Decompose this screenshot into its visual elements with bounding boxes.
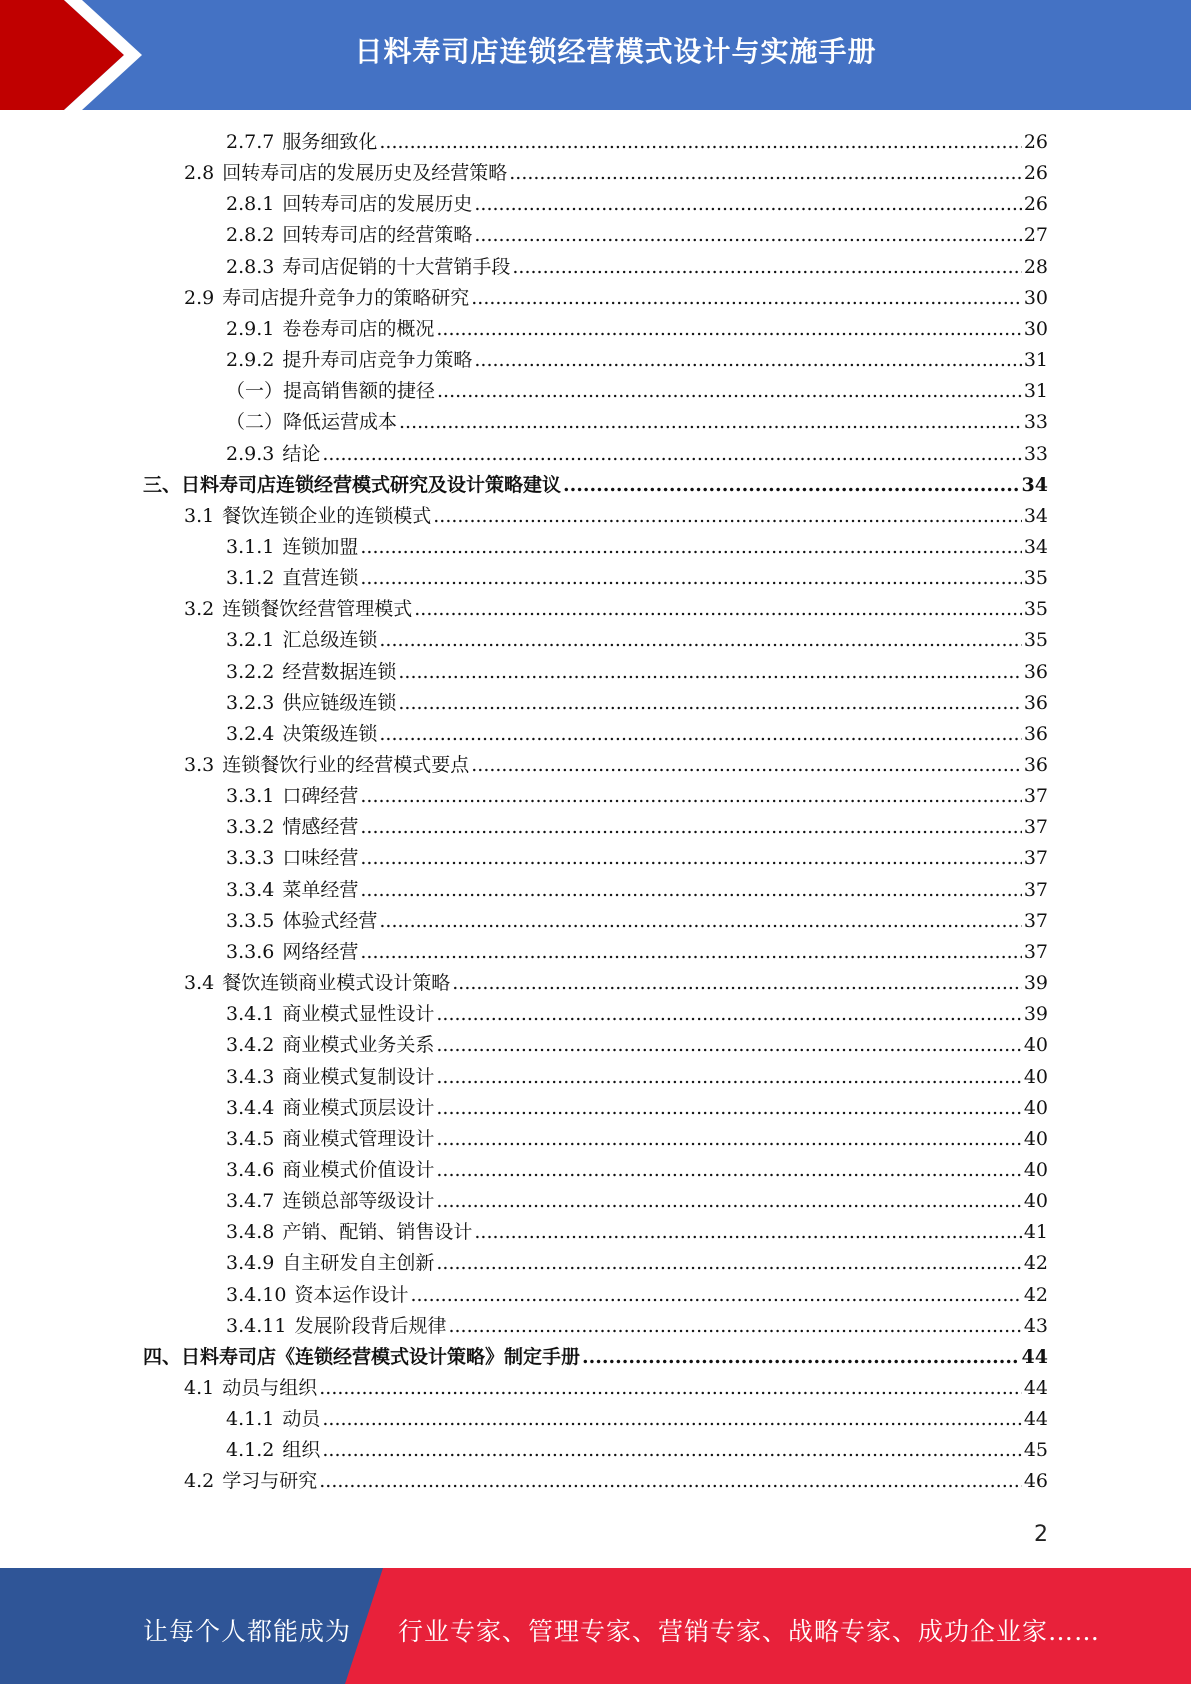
toc-entry-page: 35 [1023, 629, 1048, 652]
toc-entry-number: 3.2.3 [226, 691, 275, 714]
toc-entry-title: 商业模式显性设计 [282, 1003, 435, 1026]
toc-entry-page: 34 [1023, 504, 1048, 527]
toc-dot-leader [433, 502, 1022, 530]
toc-entry-number: 2.9.2 [226, 349, 275, 372]
toc-entry[interactable] [226, 689, 1048, 717]
toc-dot-leader [474, 190, 1021, 218]
toc-entry-page: 36 [1023, 754, 1048, 776]
toc-entry-page: 41 [1023, 1221, 1048, 1244]
toc-entry-page: 31 [1023, 380, 1048, 403]
toc-dot-leader [319, 1467, 1022, 1495]
toc-entry-title: （二）降低运营成本 [226, 411, 398, 434]
toc-entry[interactable] [226, 533, 1048, 561]
footer-slogan-right: 行业专家、管理专家、营销专家、战略专家、成功企业家…… [398, 1617, 1101, 1646]
toc-entry-page: 37 [1023, 785, 1048, 808]
toc-dot-leader [360, 876, 1021, 904]
toc-entry[interactable] [226, 1187, 1048, 1215]
toc-entry-title: 组织 [282, 1439, 321, 1462]
toc-entry-title: 经营数据连锁 [282, 660, 397, 683]
toc-entry-title: 汇总级连锁 [282, 629, 378, 652]
toc-dot-leader [322, 1436, 1021, 1464]
toc-entry-title: 寿司店促销的十大营销手段 [282, 255, 511, 278]
toc-entry[interactable] [226, 408, 1048, 436]
toc-entry-title: 学习与研究 [222, 1470, 318, 1493]
toc-dot-leader [379, 128, 1021, 156]
toc-entry-number: 3.3.6 [226, 940, 275, 963]
toc-dot-leader [436, 1063, 1021, 1091]
toc-entry-number: 3.4.6 [226, 1158, 275, 1181]
toc-entry-number: 3.4.10 [226, 1283, 287, 1306]
toc-entry[interactable] [184, 969, 1048, 997]
toc-dot-leader [452, 969, 1022, 997]
toc-entry-title: 发展阶段背后规律 [294, 1314, 447, 1337]
toc-entry-number: 3.4.7 [226, 1190, 275, 1213]
toc-entry-title: 资本运作设计 [294, 1283, 409, 1306]
toc-entry[interactable] [184, 1467, 1048, 1495]
toc-entry-number: 3.4.11 [226, 1314, 287, 1337]
toc-entry-number: 2.8.3 [226, 255, 275, 278]
toc-entry-page: 39 [1023, 972, 1048, 995]
toc-entry-title: 直营连锁 [282, 567, 359, 590]
toc-dot-leader [379, 907, 1021, 935]
toc-entry-title: 回转寿司店的发展历史及经营策略 [222, 162, 508, 185]
toc-entry-page: 40 [1023, 1034, 1048, 1057]
toc-dot-leader [319, 1374, 1022, 1402]
toc-dot-leader [436, 1000, 1021, 1028]
footer-slogan-left: 让每个人都能成为 [143, 1617, 352, 1646]
toc-dot-leader [448, 1312, 1021, 1340]
toc-entry[interactable] [226, 128, 1048, 156]
toc-entry-number: 3.1 [184, 504, 215, 527]
toc-dot-leader [360, 564, 1021, 592]
toc-entry-number: 3.2.4 [226, 722, 275, 745]
toc-entry-number: 3.4.8 [226, 1221, 275, 1244]
toc-entry-page: 26 [1023, 193, 1048, 216]
toc-entry[interactable] [184, 284, 1048, 312]
toc-entry-page: 34 [1021, 473, 1048, 496]
toc-entry-page: 36 [1023, 691, 1048, 714]
toc-dot-leader [360, 782, 1021, 810]
toc-entry[interactable] [226, 1000, 1048, 1028]
toc-entry[interactable] [226, 844, 1048, 872]
toc-entry-title: 回转寿司店的经营策略 [282, 224, 473, 247]
toc-entry-title: 供应链级连锁 [282, 691, 397, 714]
toc-entry-title: 商业模式业务关系 [282, 1034, 435, 1057]
toc-entry-page: 39 [1023, 1003, 1048, 1026]
toc-entry[interactable] [226, 876, 1048, 904]
toc-entry-page: 30 [1023, 317, 1048, 340]
toc-entry-title: 提升寿司店竞争力策略 [282, 349, 473, 372]
toc-entry-number: 4.1 [184, 1377, 215, 1399]
toc-entry-title: 动员 [282, 1408, 321, 1431]
toc-dot-leader [471, 284, 1022, 312]
toc-dot-leader [437, 377, 1022, 405]
toc-dot-leader [398, 658, 1021, 686]
toc-entry-number: 3.4.2 [226, 1034, 275, 1057]
toc-entry-number: 3.4.5 [226, 1127, 275, 1150]
toc-entry-title: 连锁总部等级设计 [282, 1190, 435, 1213]
toc-entry-page: 42 [1023, 1283, 1048, 1306]
toc-entry-page: 37 [1023, 940, 1048, 963]
toc-entry[interactable] [184, 159, 1048, 187]
toc-entry[interactable] [226, 564, 1048, 592]
toc-entry-page: 35 [1023, 567, 1048, 590]
toc-entry-title: 回转寿司店的发展历史 [282, 193, 473, 216]
toc-entry-title: 决策级连锁 [282, 722, 378, 745]
toc-entry-number: 3.3.1 [226, 785, 275, 808]
toc-dot-leader [436, 1031, 1021, 1059]
toc-entry-number: 3.3.2 [226, 816, 275, 839]
toc-dot-leader [563, 471, 1020, 499]
toc-entry[interactable] [226, 1218, 1048, 1246]
toc-entry-title: 服务细致化 [282, 131, 378, 153]
toc-entry-title: 结论 [282, 442, 321, 465]
toc-entry[interactable] [226, 907, 1048, 935]
toc-entry-page: 40 [1023, 1127, 1048, 1150]
toc-entry-number: 3.3.3 [226, 847, 275, 870]
toc-entry[interactable] [226, 1405, 1048, 1433]
toc-dot-leader [399, 408, 1022, 436]
toc-dot-leader [322, 1405, 1021, 1433]
toc-entry-number: 3.2.2 [226, 660, 275, 683]
toc-entry[interactable] [226, 813, 1048, 841]
toc-entry-number: 3.4.4 [226, 1096, 275, 1119]
toc-entry-title: 四、日料寿司店《连锁经营模式设计策略》制定手册 [143, 1345, 581, 1368]
toc-entry[interactable] [226, 626, 1048, 654]
toc-entry-page: 45 [1023, 1439, 1048, 1462]
toc-entry-title: 餐饮连锁企业的连锁模式 [222, 504, 432, 527]
toc-dot-leader [474, 1218, 1021, 1246]
toc-entry-number: 3.1.1 [226, 535, 275, 558]
toc-entry-number: 3.3.5 [226, 909, 275, 932]
toc-entry-title: 口碑经营 [282, 785, 359, 808]
toc-entry[interactable] [226, 315, 1048, 343]
document-title: 日料寿司店连锁经营模式设计与实施手册 [354, 35, 877, 68]
toc-entry-page: 34 [1023, 535, 1048, 558]
toc-entry-number: 2.7.7 [226, 131, 275, 153]
toc-entry-title: 寿司店提升竞争力的策略研究 [222, 286, 470, 309]
toc-entry-title: 商业模式顶层设计 [282, 1096, 435, 1119]
toc-dot-leader [398, 689, 1021, 717]
toc-dot-leader [471, 751, 1022, 779]
toc-entry-page: 46 [1023, 1470, 1048, 1493]
toc-entry-title: 动员与组织 [222, 1377, 318, 1399]
toc-entry-title: 餐饮连锁商业模式设计策略 [222, 972, 451, 995]
toc-entry[interactable] [226, 377, 1048, 405]
toc-entry-page: 44 [1023, 1377, 1048, 1399]
toc-entry-title: 商业模式价值设计 [282, 1158, 435, 1181]
toc-entry[interactable] [226, 253, 1048, 281]
toc-entry[interactable] [226, 782, 1048, 810]
toc-entry-title: 三、日料寿司店连锁经营模式研究及设计策略建议 [143, 473, 562, 496]
toc-entry[interactable] [226, 1125, 1048, 1153]
toc-entry[interactable] [184, 1374, 1048, 1402]
toc-entry[interactable] [226, 346, 1048, 374]
toc-entry-page: 33 [1023, 442, 1048, 465]
toc-dot-leader [582, 1343, 1020, 1371]
toc-entry-number: 2.9 [184, 286, 215, 309]
toc-entry[interactable] [226, 1094, 1048, 1122]
toc-entry-number: 2.8.1 [226, 193, 275, 216]
toc-dot-leader [509, 159, 1022, 187]
toc-entry-page: 33 [1023, 411, 1048, 434]
toc-entry-page: 30 [1023, 286, 1048, 309]
toc-entry[interactable] [226, 1156, 1048, 1184]
toc-entry[interactable] [184, 751, 1048, 779]
toc-entry-number: 3.3 [184, 754, 215, 776]
toc-entry[interactable] [226, 938, 1048, 966]
toc-dot-leader [512, 253, 1021, 281]
toc-dot-leader [436, 315, 1021, 343]
toc-dot-leader [360, 533, 1021, 561]
toc-entry-page: 37 [1023, 909, 1048, 932]
toc-entry-number: 3.4.9 [226, 1252, 275, 1275]
toc-entry[interactable] [226, 190, 1048, 218]
toc-entry-number: 4.2 [184, 1470, 215, 1493]
toc-entry[interactable] [226, 1436, 1048, 1464]
toc-dot-leader [414, 595, 1022, 623]
toc-entry-page: 37 [1023, 878, 1048, 901]
toc-dot-leader [379, 626, 1021, 654]
toc-dot-leader [360, 938, 1021, 966]
toc-dot-leader [436, 1249, 1021, 1277]
toc-entry-number: 3.2 [184, 598, 215, 621]
toc-dot-leader [410, 1281, 1021, 1309]
toc-entry-page: 26 [1023, 131, 1048, 153]
toc-entry-page: 40 [1023, 1065, 1048, 1088]
toc-dot-leader [436, 1156, 1021, 1184]
toc-entry[interactable] [143, 1343, 1048, 1371]
toc-entry-number: 3.4 [184, 972, 215, 995]
toc-entry-page: 37 [1023, 847, 1048, 870]
toc-entry[interactable] [226, 440, 1048, 468]
toc-entry-title: 卷卷寿司店的概况 [282, 317, 435, 340]
toc-entry-title: 产销、配销、销售设计 [282, 1221, 473, 1244]
toc-dot-leader [360, 813, 1021, 841]
toc-entry[interactable] [226, 1063, 1048, 1091]
toc-entry-number: 3.1.2 [226, 567, 275, 590]
toc-entry-page: 44 [1021, 1345, 1048, 1368]
toc-entry-page: 27 [1023, 224, 1048, 247]
toc-entry-title: 菜单经营 [282, 878, 359, 901]
toc-entry[interactable] [226, 1031, 1048, 1059]
toc-entry[interactable] [226, 221, 1048, 249]
toc-entry-page: 36 [1023, 660, 1048, 683]
toc-entry-title: 商业模式复制设计 [282, 1065, 435, 1088]
toc-entry-title: 商业模式管理设计 [282, 1127, 435, 1150]
toc-entry-title: 口味经营 [282, 847, 359, 870]
toc-entry-title: 情感经营 [282, 816, 359, 839]
toc-entry[interactable] [226, 1281, 1048, 1309]
toc-entry-number: 4.1.2 [226, 1439, 275, 1462]
toc-entry-number: 3.3.4 [226, 878, 275, 901]
toc-dot-leader [360, 844, 1021, 872]
toc-entry-number: 4.1.1 [226, 1408, 275, 1431]
toc-entry-page: 40 [1023, 1190, 1048, 1213]
toc-entry[interactable] [226, 658, 1048, 686]
toc-entry-title: 自主研发自主创新 [282, 1252, 435, 1275]
toc-entry-number: 3.2.1 [226, 629, 275, 652]
toc-entry-number: 3.4.1 [226, 1003, 275, 1026]
toc-dot-leader [436, 1187, 1021, 1215]
toc-entry-number: 2.8 [184, 162, 215, 185]
toc-entry-number: 2.9.3 [226, 442, 275, 465]
toc-entry-title: 连锁餐饮经营管理模式 [222, 598, 413, 621]
toc-entry-title: 网络经营 [282, 940, 359, 963]
toc-entry-page: 36 [1023, 722, 1048, 745]
toc-entry[interactable] [226, 1312, 1048, 1340]
toc-entry-page: 35 [1023, 598, 1048, 621]
toc-dot-leader [436, 1125, 1021, 1153]
toc-entry[interactable] [184, 595, 1048, 623]
toc-entry-title: 体验式经营 [282, 909, 378, 932]
toc-dot-leader [474, 346, 1021, 374]
toc-dot-leader [474, 221, 1021, 249]
toc-dot-leader [379, 720, 1021, 748]
toc-entry-title: 连锁餐饮行业的经营模式要点 [222, 754, 470, 776]
toc-entry-page: 31 [1023, 349, 1048, 372]
toc-entry[interactable] [226, 1249, 1048, 1277]
header-banner [0, 0, 1191, 110]
toc-entry-page: 44 [1023, 1408, 1048, 1431]
toc-entry[interactable] [184, 502, 1048, 530]
toc-entry-page: 40 [1023, 1096, 1048, 1119]
toc-entry-page: 40 [1023, 1158, 1048, 1181]
toc-entry-page: 37 [1023, 816, 1048, 839]
toc-entry-title: 连锁加盟 [282, 535, 359, 558]
footer-banner [0, 1568, 1191, 1684]
toc-entry-page: 28 [1023, 255, 1048, 278]
toc-entry[interactable] [226, 720, 1048, 748]
toc-entry-title: （一）提高销售额的捷径 [226, 380, 436, 403]
toc-entry[interactable] [143, 471, 1048, 499]
toc-entry-number: 2.8.2 [226, 224, 275, 247]
page-number: 2 [1034, 1522, 1048, 1547]
toc-entry-page: 42 [1023, 1252, 1048, 1275]
toc-entry-number: 2.9.1 [226, 317, 275, 340]
toc-entry-number: 3.4.3 [226, 1065, 275, 1088]
toc-entry-page: 43 [1023, 1314, 1048, 1337]
toc-dot-leader [322, 440, 1021, 468]
toc-dot-leader [436, 1094, 1021, 1122]
toc-entry-page: 26 [1023, 162, 1048, 185]
